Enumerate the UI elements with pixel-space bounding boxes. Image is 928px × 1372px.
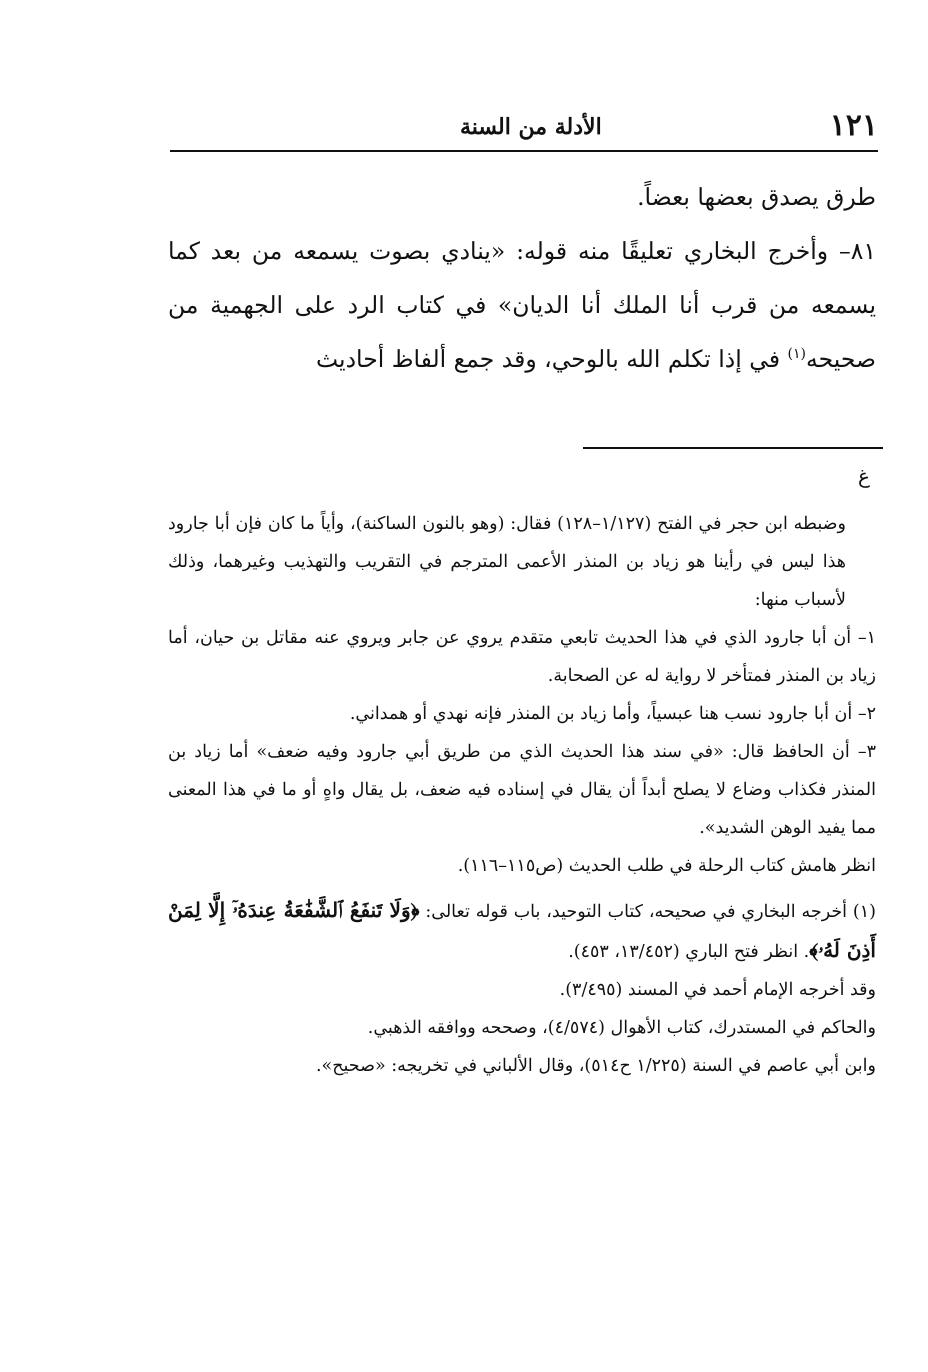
note-reference: انظر هامش كتاب الرحلة في طلب الحديث (ص١١٥–١١٦).	[457, 856, 876, 876]
paragraph-81-text-b: في إذا تكلم الله بالوحي، وقد جمع ألفاظ أحاديث	[315, 345, 788, 373]
note-reason-1: ١– أن أبا جارود الذي في هذا الحديث تابعي متقدم يروي عن جابر ويروي عنه مقاتل بن حيان، أما زياد بن المنذر فمتأخر لا رواية له عن الصحابة.	[168, 628, 876, 686]
page-header	[170, 108, 878, 152]
page-number: ١٢١	[829, 108, 878, 143]
footnote-1-line: وابن أبي عاصم في السنة (١/٢٢٥ ح٥١٤)، وقال الألباني في تخريجه: «صحيح».	[315, 1056, 876, 1076]
note-reason-3: ٣– أن الحافظ قال: «في سند هذا الحديث الذي من طريق أبي جارود وفيه ضعف» أما زياد بن المنذر فكذاب وضاع لا يصلح أبداً أن يقال في إسناده فيه ضعف، بل يقال واهٍ أو ما في هذا المعنى مما يفيد الوهن الشديد».	[168, 742, 876, 838]
paragraph-81	[168, 224, 876, 386]
footnote-marker-1[interactable]: (١)	[787, 346, 807, 363]
note-continued-para: وضبطه ابن حجر في الفتح (١/١٢٧–١٢٨) فقال: (وهو بالنون الساكنة)، وأياً ما كان فإن أبا جارود هذا ليس في رأينا هو زياد بن المنذر الأعمى المترجم في التقريب والتهذيب وغيرهما، وذلك لأسباب منها:	[168, 514, 846, 610]
footnote-1-line: والحاكم في المستدرك، كتاب الأهوال (٤/٥٧٤)، وصححه ووافقه الذهبي.	[367, 1018, 876, 1038]
paragraph-81-text-a: ٨١– وأخرج البخاري تعليقًا منه قوله: «ينادي بصوت يسمعه من بعد كما يسمعه من قرب أنا الملك أنا الديان» في كتاب الرد على الجهمية من صحيحه	[168, 237, 876, 373]
main-text	[168, 170, 876, 386]
footnote-1-lead: (١) أخرجه البخاري في صحيحه، كتاب التوحيد، باب قوله تعالى:	[419, 902, 876, 922]
note-reason-2: ٢– أن أبا جارود نسب هنا عبسياً، وأما زياد بن المنذر فإنه نهدي أو همداني.	[349, 704, 876, 724]
footnote-1-line: وقد أخرجه الإمام أحمد في المسند (٣/٤٩٥).	[559, 980, 876, 1000]
quran-verse: ﴿وَلَا تَنفَعُ ٱلشَّفَٰعَةُ عِندَهُۥٓ إِلَّا لِمَنْ أَذِنَ لَهُۥ﴾	[168, 898, 876, 962]
footnote-separator	[583, 447, 883, 449]
footnotes	[168, 505, 876, 1085]
main-line-1: طرق يصدق بعضها بعضاً.	[637, 183, 876, 211]
running-title: الأدلة من السنة	[460, 114, 602, 140]
continuation-mark: ﻍ	[858, 464, 870, 488]
footnote-1-tail: . انظر فتح الباري (١٣/٤٥٢، ٤٥٣).	[568, 942, 810, 962]
footnote-1	[168, 891, 876, 971]
